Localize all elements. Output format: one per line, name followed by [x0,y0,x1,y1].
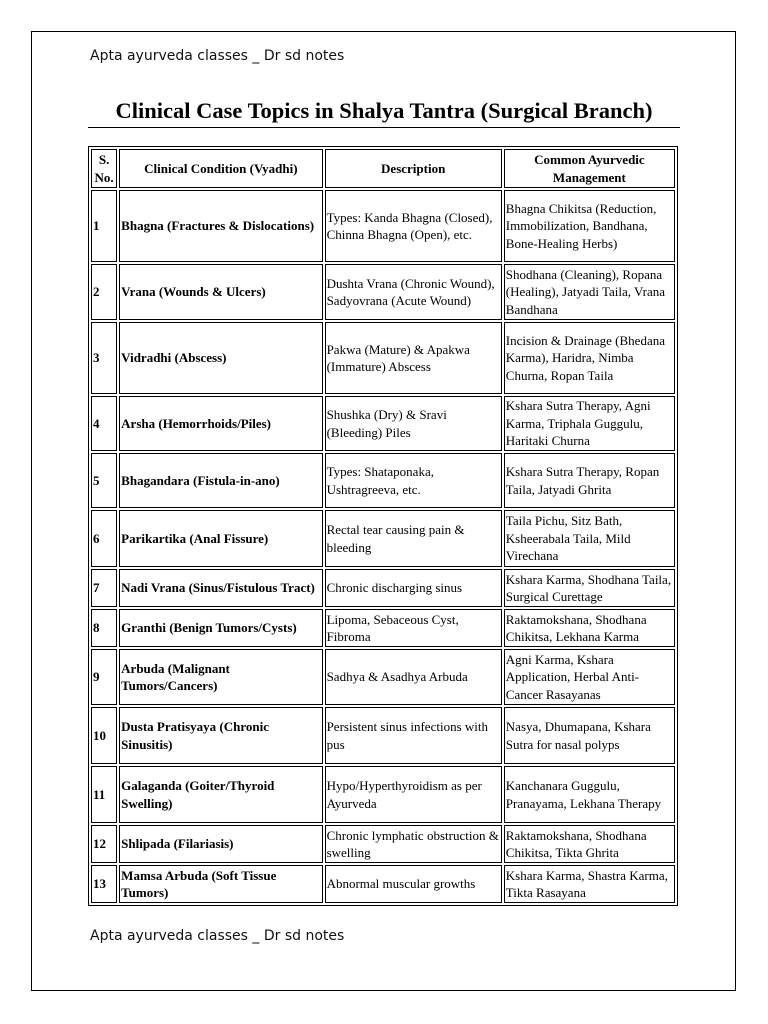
cell-condition: Nadi Vrana (Sinus/Fistulous Tract) [119,569,322,607]
cell-condition: Vrana (Wounds & Ulcers) [119,264,322,320]
cell-description: Types: Kanda Bhagna (Closed), Chinna Bhagna (Open), etc. [325,190,502,262]
cell-management: Bhagna Chikitsa (Reduction, Immobilization, Bandhana, Bone-Healing Herbs) [504,190,675,262]
cell-serial-number: 7 [91,569,117,607]
cell-description: Pakwa (Mature) & Apakwa (Immature) Abscess [325,322,502,394]
cell-management: Nasya, Dhumapana, Kshara Sutra for nasal polyps [504,707,675,764]
table-row [91,649,675,705]
table-row [91,569,675,607]
cell-description: Chronic lymphatic obstruction & swelling [325,825,502,863]
header-note: Apta ayurveda classes _ Dr sd notes [90,48,345,64]
cell-description: Shushka (Dry) & Sravi (Bleeding) Piles [325,396,502,451]
cell-condition: Mamsa Arbuda (Soft Tissue Tumors) [119,865,322,903]
header-clinical-condition: Clinical Condition (Vyadhi) [119,149,322,188]
cell-management: Agni Karma, Kshara Application, Herbal Anti-Cancer Rasayanas [504,649,675,705]
table-row [91,396,675,451]
table-row [91,766,675,823]
cell-serial-number: 9 [91,649,117,705]
header-description: Description [325,149,502,188]
cell-description: Hypo/Hyperthyroidism as per Ayurveda [325,766,502,823]
cell-serial-number: 5 [91,453,117,508]
cell-description: Persistent sinus infections with pus [325,707,502,764]
cell-management: Kshara Sutra Therapy, Ropan Taila, Jatyadi Ghrita [504,453,675,508]
table-row [91,707,675,764]
cell-description: Dushta Vrana (Chronic Wound), Sadyovrana (Acute Wound) [325,264,502,320]
cell-condition: Granthi (Benign Tumors/Cysts) [119,609,322,647]
table-row [91,190,675,262]
footer-note: Apta ayurveda classes _ Dr sd notes [90,928,345,944]
cell-description: Lipoma, Sebaceous Cyst, Fibroma [325,609,502,647]
table-row [91,453,675,508]
cell-management: Raktamokshana, Shodhana Chikitsa, Lekhana Karma [504,609,675,647]
cell-description: Abnormal muscular growths [325,865,502,903]
cell-serial-number: 10 [91,707,117,764]
cell-management: Kshara Karma, Shastra Karma, Tikta Rasayana [504,865,675,903]
cell-serial-number: 3 [91,322,117,394]
topics-table-container [88,146,678,906]
cell-condition: Arsha (Hemorrhoids/Piles) [119,396,322,451]
cell-management: Shodhana (Cleaning), Ropana (Healing), Jatyadi Taila, Vrana Bandhana [504,264,675,320]
cell-serial-number: 4 [91,396,117,451]
cell-serial-number: 12 [91,825,117,863]
table-row [91,865,675,903]
cell-serial-number: 11 [91,766,117,823]
cell-serial-number: 8 [91,609,117,647]
cell-description: Sadhya & Asadhya Arbuda [325,649,502,705]
header-management: Common Ayurvedic Management [504,149,675,188]
table-row [91,825,675,863]
cell-management: Kanchanara Guggulu, Pranayama, Lekhana Therapy [504,766,675,823]
cell-condition: Galaganda (Goiter/Thyroid Swelling) [119,766,322,823]
cell-management: Taila Pichu, Sitz Bath, Ksheerabala Taila, Mild Virechana [504,510,675,567]
table-row [91,264,675,320]
cell-management: Kshara Sutra Therapy, Agni Karma, Triphala Guggulu, Haritaki Churna [504,396,675,451]
cell-condition: Bhagna (Fractures & Dislocations) [119,190,322,262]
cell-serial-number: 1 [91,190,117,262]
cell-condition: Bhagandara (Fistula-in-ano) [119,453,322,508]
cell-condition: Shlipada (Filariasis) [119,825,322,863]
cell-management: Kshara Karma, Shodhana Taila, Surgical Curettage [504,569,675,607]
document-title: Clinical Case Topics in Shalya Tantra (Surgical Branch) [88,97,680,128]
cell-management: Incision & Drainage (Bhedana Karma), Haridra, Nimba Churna, Ropan Taila [504,322,675,394]
cell-description: Rectal tear causing pain & bleeding [325,510,502,567]
cell-condition: Vidradhi (Abscess) [119,322,322,394]
cell-condition: Dusta Pratisyaya (Chronic Sinusitis) [119,707,322,764]
table-row [91,322,675,394]
table-header-row [91,149,675,188]
cell-condition: Parikartika (Anal Fissure) [119,510,322,567]
table-row [91,510,675,567]
cell-description: Chronic discharging sinus [325,569,502,607]
cell-description: Types: Shataponaka, Ushtragreeva, etc. [325,453,502,508]
topics-table [88,146,678,906]
header-serial-number: S. No. [91,149,117,188]
table-row [91,609,675,647]
cell-serial-number: 13 [91,865,117,903]
cell-serial-number: 6 [91,510,117,567]
cell-condition: Arbuda (Malignant Tumors/Cancers) [119,649,322,705]
cell-management: Raktamokshana, Shodhana Chikitsa, Tikta Ghrita [504,825,675,863]
cell-serial-number: 2 [91,264,117,320]
